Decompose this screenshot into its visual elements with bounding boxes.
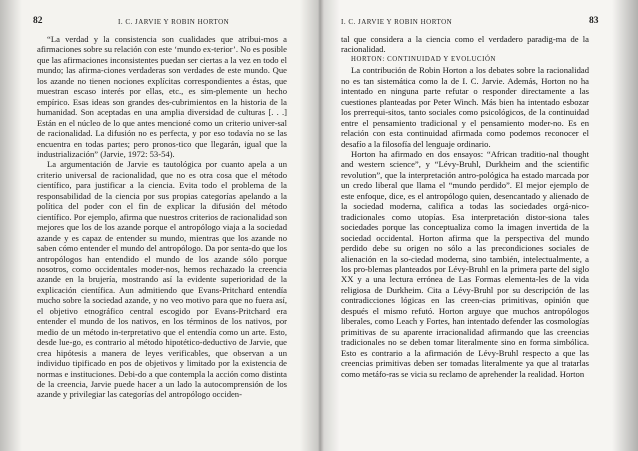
paragraph: Horton ha afirmado en dos ensayos: “African traditio-nal thought and western science”, y “Lévy-Bruhl, Durkheim and the scientific revolution”, que la interpretación antro-pológica ha estado marcada por un credo liberal que llama el “mundo perdido”. El mejor ejemplo de este enfoque, dice, es el antropólogo quien, desencantado y alienado de la sociedad moderna, califica a todas las sociedades orgá-nico-tradicionales como utopías. Esa interpretación distor-siona tales sociedades porque las conceptualiza como la imagen invertida de la sociedad occidental. Horton afirma que la perspectiva del mundo perdido debe su origen no sólo a las precondiciones sociales de alienación en la so-ciedad moderna, sino también, intelectualmente, a los pro-blemas planteados por Lévy-Bruhl en la primera parte del siglo XX y a una lectura errónea de Las Formas elementa-les de la vida religiosa de Durkheim. Cita a Lévy-Bruhl por su descripción de las contradicciones lógicas en las creen-cias primitivas, opinión que después el mismo refutó. Horton arguye que muchos antropólogos liberales, como Leach y Fortes, han intentado defender las cosmologías primitivas de su aparente irracionalidad afirmando que las creencias tradicionales no se deben tomar literalmente sino en forma simbólica. Esto es contrario a la afirmación de Lévy-Bruhl respecto a que las creencias primitivas deben ser tomadas literalmente ya que al tratarlas como metáfo-ras se vicia su reclamo de aprehender la realidad. Horton xyxy=(341,148,589,379)
left-running-head: I. C. JARVIE Y ROBIN HORTON xyxy=(118,18,230,26)
paragraph: La argumentación de Jarvie es tautológica por cuanto apela a un criterio universal de racionalidad, que no es otra cosa que el método científico, para justificar a la ciencia. Evita todo el problema de la responsabilidad de la ciencia por sus propias categorías apelando a la política del poder con el fin de explicar la difusión del método científico. Por ejemplo, afirma que nuestros criterios de racionalidad son mejores que los de los azande porque el antropólogo viaja a la sociedad azande y es capaz de entender su mundo, mientras que los azande no saben cómo entender el mundo del antropólogo. Da por senta-do que los antropólogos han entendido el mundo de los azande sólo porque nosotros, como occidentales moder-nos, hemos rechazado la creencia azande en la brujería, mostrando así la evidente superioridad de la explicación científica. Aun admitiendo que Evans-Pritchard entendía mucho sobre la sociedad azande, y no veo motivo para que no fuera así, el objetivo etnográfico central escogido por Evans-Pritchard era entender el mundo de los nativos, en los términos de los nativos, por medio de un método in-terpretativo que el entendía como un arte. Esto, desde lue-go, es contrario al método hipotético-deductivo de Jarvie, que crea hipótesis a manera de leyes verificables, que observan a un individuo tipificado en pos de objetivos y limitado por la existencia de normas e instituciones. Debi-do a que contempla la acción como distinta de la creencia, Jarvie puede hacer a un lado la autocomprensión de los azande y privilegiar las categorías del antropólogo occiden- xyxy=(37,159,287,400)
page-shadow-right xyxy=(612,0,638,451)
page-shadow-left xyxy=(0,0,22,451)
left-body-text xyxy=(37,34,287,400)
right-page xyxy=(319,0,638,451)
paragraph: La contribución de Robin Horton a los debates sobre la racionalidad no es tan sistemática como la de I. C. Jarvie. Además, Horton no ha intentado en ninguna parte refutar o responder directamente a las cuestiones planteadas por Peter Winch. Más bien ha intentado esbozar los prerrequi-sitos, tanto sociales como psicológicos, de la continuidad entre el pensamiento tradicional y el pensamiento moder-no. Es en relación con esta continuidad afirmada como podemos reconocer el desafío a la filosofía del lenguaje ordinario. xyxy=(341,65,589,149)
right-running-head: I. C. JARVIE Y ROBIN HORTON xyxy=(341,18,453,26)
section-heading: HORTON: CONTINUIDAD Y EVOLUCIÓN xyxy=(351,55,496,63)
right-body-text xyxy=(341,34,589,379)
left-page-number: 82 xyxy=(33,16,43,26)
paragraph: tal que considera a la ciencia como el verdadero paradig-ma de la racionalidad. xyxy=(341,34,589,55)
paragraph: “La verdad y la consistencia son cualidades que atribui-mos a afirmaciones sobre su relación con este ‘mundo ex-terior’. No es posible que las afirmaciones inconsistentes puedan ser ciertas a la vez en todo el mundo; las afirma-ciones verdaderas son verdades de este mundo. Que los azande no tienen nociones explícitas correspondientes a éstas, que muestran escaso interés por ellas, etc., es sim-plemente un hecho empírico. Esas ideas son grandes des-cubrimientos en la historia de la humanidad. Son aceptadas en una amplia diversidad de culturas [. . .] Están en el núcleo de lo que antes mencioné como un criterio univer-sal de racionalidad. La difusión no es perfecta, y por eso todavía no se las encuentra en todas partes; pero pronos-tico que llegarán, igual que la industrialización” (Jarvie, 1972: 53-54). xyxy=(37,34,287,159)
right-page-number: 83 xyxy=(589,16,599,26)
